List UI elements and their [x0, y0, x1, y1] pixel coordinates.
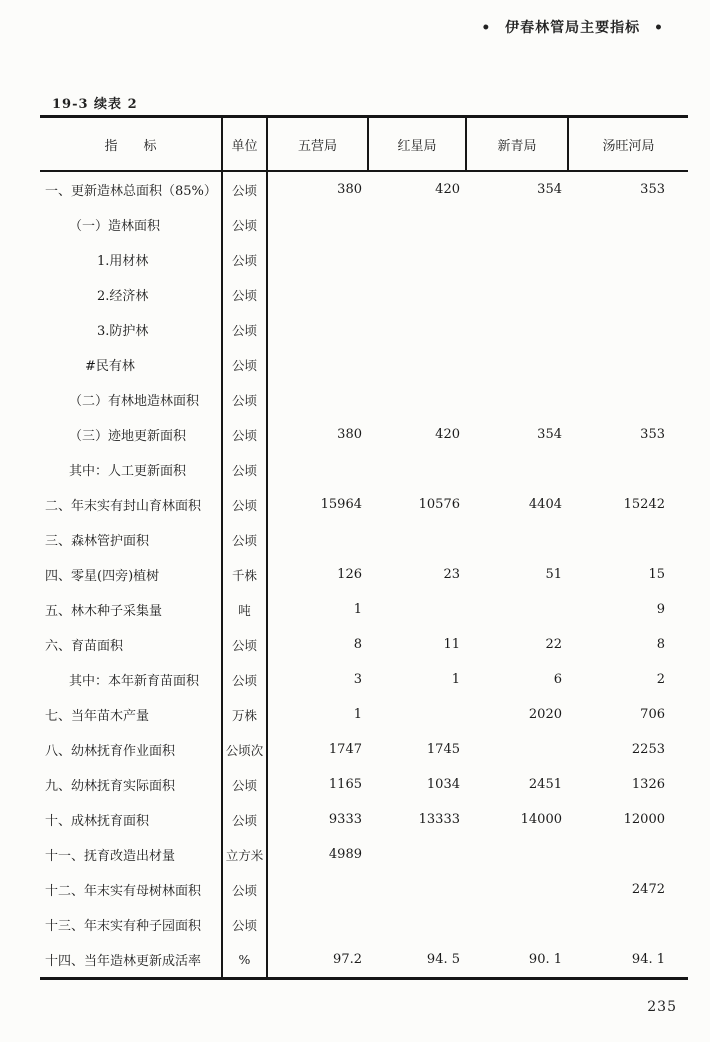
indicator-cell: 二、年末实有封山育林面积 — [45, 499, 202, 514]
unit-cell: 公顷 — [222, 487, 267, 522]
value-cell: 10576 — [418, 497, 460, 512]
value-cell — [568, 907, 688, 942]
value-cell — [368, 382, 466, 417]
table-row — [40, 452, 688, 487]
value-cell — [368, 277, 466, 312]
value-cell — [568, 452, 688, 487]
indicator-cell: 七、当年苗木产量 — [45, 709, 150, 724]
unit-cell: 公顷 — [222, 382, 267, 417]
header-bureau-xinqing: 新青局 — [466, 117, 568, 172]
table-row — [40, 487, 688, 522]
indicator-cell: 八、幼林抚育作业面积 — [45, 744, 176, 759]
value-cell — [368, 452, 466, 487]
table-row — [40, 312, 688, 347]
value-cell — [368, 907, 466, 942]
value-cell: 8 — [656, 637, 665, 652]
unit-cell: 公顷 — [222, 662, 267, 697]
indicator-cell: 十一、抚育改造出材量 — [45, 849, 176, 864]
value-cell: 1 — [353, 707, 362, 722]
value-cell: 2451 — [528, 777, 562, 792]
value-cell — [368, 872, 466, 907]
indicator-cell: （二）有林地造林面积 — [69, 394, 200, 409]
unit-cell: 万株 — [222, 697, 267, 732]
value-cell: 9 — [656, 602, 665, 617]
header-bureau-wuying: 五营局 — [267, 117, 368, 172]
value-cell — [568, 522, 688, 557]
value-cell: 1747 — [328, 742, 362, 757]
unit-cell: 吨 — [222, 592, 267, 627]
unit-cell: 公顷 — [222, 417, 267, 452]
value-cell — [267, 872, 368, 907]
value-cell — [267, 347, 368, 382]
value-cell: 2472 — [631, 882, 665, 897]
table-row — [40, 697, 688, 732]
value-cell — [267, 382, 368, 417]
value-cell — [466, 207, 568, 242]
indicator-cell: 四、零星(四旁)植树 — [45, 569, 160, 584]
indicator-cell: 1.用材林 — [97, 254, 149, 269]
value-cell — [368, 697, 466, 732]
value-cell — [466, 907, 568, 942]
value-cell: 1 — [451, 672, 460, 687]
value-cell — [466, 382, 568, 417]
unit-cell: 公顷 — [222, 347, 267, 382]
table-row — [40, 592, 688, 627]
unit-cell: % — [222, 942, 267, 979]
indicator-cell: 2.经济林 — [97, 289, 149, 304]
value-cell — [568, 207, 688, 242]
value-cell: 1165 — [328, 777, 362, 792]
table-row — [40, 837, 688, 872]
value-cell — [368, 522, 466, 557]
value-cell: 354 — [537, 427, 562, 442]
header-row — [40, 117, 688, 172]
table-row — [40, 242, 688, 277]
value-cell — [466, 312, 568, 347]
value-cell — [368, 207, 466, 242]
table-row — [40, 207, 688, 242]
value-cell — [466, 347, 568, 382]
value-cell — [466, 242, 568, 277]
value-cell: 1326 — [631, 777, 665, 792]
unit-cell: 公顷 — [222, 312, 267, 347]
value-cell — [267, 277, 368, 312]
value-cell: 90. 1 — [528, 952, 562, 967]
value-cell: 380 — [337, 182, 362, 197]
unit-cell: 公顷 — [222, 452, 267, 487]
unit-cell: 公顷 — [222, 277, 267, 312]
indicator-cell: 一、更新造林总面积（85%） — [45, 184, 217, 199]
value-cell: 420 — [435, 427, 460, 442]
unit-cell: 公顷 — [222, 171, 267, 207]
page-running-head: • 伊春林管局主要指标 • — [481, 20, 664, 36]
value-cell — [466, 837, 568, 872]
unit-cell: 千株 — [222, 557, 267, 592]
table-row — [40, 277, 688, 312]
header-indicator: 指 标 — [40, 117, 222, 172]
value-cell: 380 — [337, 427, 362, 442]
header-bureau-hongxing: 红星局 — [368, 117, 466, 172]
value-cell: 706 — [640, 707, 665, 722]
table-row — [40, 417, 688, 452]
value-cell — [368, 312, 466, 347]
value-cell — [267, 207, 368, 242]
table-row — [40, 627, 688, 662]
table-row — [40, 942, 688, 979]
value-cell — [267, 452, 368, 487]
value-cell: 14000 — [520, 812, 562, 827]
value-cell: 3 — [353, 672, 362, 687]
unit-cell: 公顷 — [222, 907, 267, 942]
value-cell — [568, 277, 688, 312]
value-cell: 15 — [648, 567, 665, 582]
value-cell — [466, 452, 568, 487]
header-bureau-tangwanghe: 汤旺河局 — [568, 117, 688, 172]
value-cell: 2 — [656, 672, 665, 687]
value-cell: 4404 — [528, 497, 562, 512]
table-row — [40, 802, 688, 837]
indicator-cell: 五、林木种子采集量 — [45, 604, 163, 619]
indicator-cell: #民有林 — [85, 359, 135, 374]
value-cell: 126 — [337, 567, 362, 582]
unit-cell: 公顷 — [222, 872, 267, 907]
value-cell — [466, 592, 568, 627]
value-cell: 1 — [353, 602, 362, 617]
unit-cell: 公顷 — [222, 627, 267, 662]
indicator-cell: （三）迹地更新面积 — [69, 429, 187, 444]
table-row — [40, 171, 688, 207]
value-cell — [466, 872, 568, 907]
value-cell: 354 — [537, 182, 562, 197]
value-cell: 15964 — [320, 497, 362, 512]
indicator-cell: 其中：人工更新面积 — [69, 464, 187, 479]
value-cell: 22 — [545, 637, 562, 652]
value-cell — [466, 277, 568, 312]
value-cell — [267, 522, 368, 557]
value-cell: 12000 — [623, 812, 665, 827]
value-cell: 97.2 — [333, 952, 362, 967]
unit-cell: 立方米 — [222, 837, 267, 872]
unit-cell: 公顷 — [222, 767, 267, 802]
value-cell: 94. 1 — [631, 952, 665, 967]
table-row — [40, 872, 688, 907]
page-number: 235 — [647, 999, 677, 1015]
value-cell — [568, 837, 688, 872]
indicator-cell: 十、成林抚育面积 — [45, 814, 150, 829]
table-row — [40, 347, 688, 382]
value-cell: 1034 — [426, 777, 460, 792]
value-cell — [368, 592, 466, 627]
indicator-cell: 十四、当年造林更新成活率 — [45, 954, 202, 969]
table-row — [40, 662, 688, 697]
unit-cell: 公顷次 — [222, 732, 267, 767]
unit-cell: 公顷 — [222, 802, 267, 837]
value-cell: 8 — [353, 637, 362, 652]
value-cell: 4989 — [328, 847, 362, 862]
indicator-cell: （一）造林面积 — [69, 219, 161, 234]
value-cell: 23 — [443, 567, 460, 582]
table-row — [40, 557, 688, 592]
table-body — [40, 171, 688, 979]
unit-cell: 公顷 — [222, 522, 267, 557]
indicator-cell: 九、幼林抚育实际面积 — [45, 779, 176, 794]
value-cell: 2020 — [528, 707, 562, 722]
value-cell — [267, 312, 368, 347]
unit-cell: 公顷 — [222, 242, 267, 277]
value-cell — [267, 242, 368, 277]
value-cell: 1745 — [426, 742, 460, 757]
value-cell — [466, 732, 568, 767]
indicator-cell: 3.防护林 — [97, 324, 149, 339]
value-cell — [568, 382, 688, 417]
value-cell — [466, 522, 568, 557]
value-cell: 353 — [640, 427, 665, 442]
indicator-cell: 其中：本年新育苗面积 — [69, 674, 200, 689]
value-cell: 6 — [553, 672, 562, 687]
table-label: 19-3 续表 2 — [52, 97, 138, 112]
statistics-table — [40, 115, 688, 980]
table-header — [40, 117, 688, 172]
value-cell — [368, 242, 466, 277]
value-cell: 94. 5 — [426, 952, 460, 967]
value-cell — [568, 312, 688, 347]
table-row — [40, 382, 688, 417]
header-unit: 单位 — [222, 117, 267, 172]
value-cell — [368, 837, 466, 872]
value-cell — [568, 347, 688, 382]
value-cell: 2253 — [631, 742, 665, 757]
table-row — [40, 522, 688, 557]
value-cell — [568, 242, 688, 277]
value-cell: 353 — [640, 182, 665, 197]
value-cell — [368, 347, 466, 382]
table-row — [40, 767, 688, 802]
indicator-cell: 十二、年末实有母树林面积 — [45, 884, 202, 899]
table-row — [40, 907, 688, 942]
value-cell: 420 — [435, 182, 460, 197]
value-cell: 15242 — [623, 497, 665, 512]
value-cell: 11 — [443, 637, 460, 652]
indicator-cell: 六、育苗面积 — [45, 639, 124, 654]
indicator-cell: 三、森林管护面积 — [45, 534, 150, 549]
unit-cell: 公顷 — [222, 207, 267, 242]
value-cell: 13333 — [418, 812, 460, 827]
value-cell: 9333 — [328, 812, 362, 827]
indicator-cell: 十三、年末实有种子园面积 — [45, 919, 202, 934]
value-cell: 51 — [545, 567, 562, 582]
table-row — [40, 732, 688, 767]
value-cell — [267, 907, 368, 942]
